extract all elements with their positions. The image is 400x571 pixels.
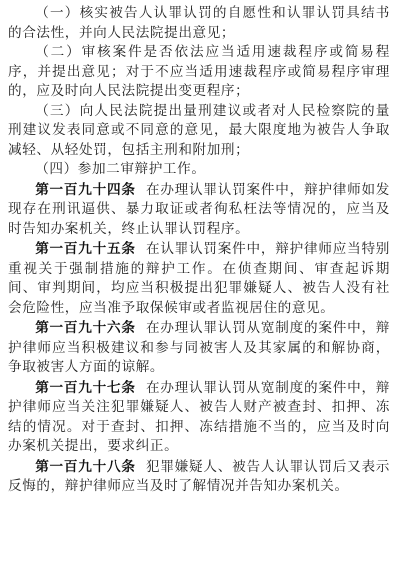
paragraph-text: （三）向人民法院提出量刑建议或者对人民检察院的量刑建议发表同意或不同意的意见，最大限度地为被告人争取减轻、从轻处罚，包括主刑和附加刑； bbox=[8, 102, 390, 158]
article-number: 第一百九十六条 bbox=[35, 320, 136, 336]
article-number: 第一百九十七条 bbox=[35, 379, 136, 396]
article-number: 第一百九十五条 bbox=[35, 241, 136, 257]
article-text: 犯罪嫌疑人、被告人认罪认罚后又表示反悔的，辩护律师应当及时了解情况并告知办案机关。 bbox=[8, 458, 391, 494]
paragraph-item-2 bbox=[8, 43, 390, 102]
article-194 bbox=[8, 181, 390, 240]
article-195 bbox=[8, 240, 390, 318]
article-number: 第一百九十八条 bbox=[35, 458, 136, 475]
paragraph-item-1 bbox=[8, 4, 390, 43]
article-198 bbox=[8, 458, 390, 497]
article-196 bbox=[8, 319, 390, 378]
paragraph-text: （四）参加二审辩护工作。 bbox=[35, 161, 206, 177]
paragraph-item-3 bbox=[8, 102, 390, 161]
article-text: 在办理认罪认罚从宽制度的案件中，辩护律师应当关注犯罪嫌疑人、被告人财产被查封、扣押、冻结的情况。对于查封、扣押、冻结措施不当的，应当及时向办案机关提出，要求纠正。 bbox=[8, 379, 391, 454]
article-number: 第一百九十四条 bbox=[35, 181, 136, 198]
paragraph-text: （二）审核案件是否依法应当适用速裁程序或简易程序，并提出意见；对于不应当适用速裁程序或简易程序审理的，应及时向人民法院提出变更程序； bbox=[8, 44, 390, 99]
paragraph-item-4 bbox=[8, 160, 390, 180]
article-text: 在办理认罪认罚案件中，辩护律师如发现存在刑讯逼供、暴力取证或者徇私枉法等情况的，应当及时告知办案机关，终止认罪认罚程序。 bbox=[8, 181, 391, 237]
paragraph-text: （一）核实被告人认罪认罚的自愿性和认罪认罚具结书的合法性，并向人民法院提出意见； bbox=[8, 5, 390, 41]
article-197 bbox=[8, 379, 390, 457]
article-text: 在认罪认罚案件中，辩护律师应当特别重视关于强制措施的辩护工作。在侦查期间、审查起诉期间、审判期间，均应当积极提出犯罪嫌疑人、被告人没有社会危险性，应当准予取保候审或者监视居住的意见。 bbox=[8, 241, 391, 316]
article-text: 在办理认罪认罚从宽制度的案件中，辩护律师应当积极建议和参与同被害人及其家属的和解协商，争取被害人方面的谅解。 bbox=[8, 320, 391, 375]
